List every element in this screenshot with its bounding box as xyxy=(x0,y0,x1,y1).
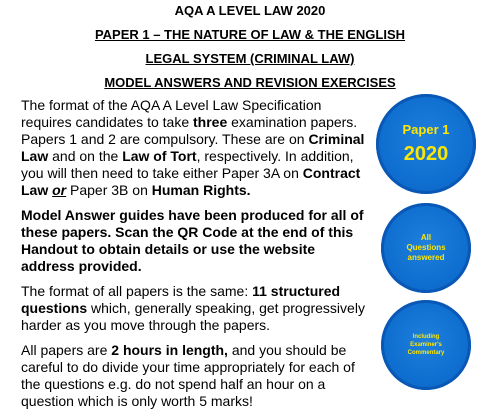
emphasis: 11 structured questions xyxy=(21,283,341,316)
emphasis: three xyxy=(193,114,228,130)
badge-line: Questions xyxy=(406,243,446,252)
emphasis: Law of Tort xyxy=(122,148,197,164)
document-title: AQA A LEVEL LAW 2020 xyxy=(174,3,326,18)
badge-line: Examiner's xyxy=(410,342,442,348)
badge-line: Including xyxy=(412,334,440,340)
text-run: and you should be careful to do divide your time appropriately for each of the questions e.g. do not spend half an hour on a question which is only worth 5 marks! xyxy=(21,342,355,409)
text-run: which, generally speaking, get progressively harder as you move through the papers. xyxy=(21,300,365,333)
document-headings xyxy=(0,4,500,100)
paragraph-timing xyxy=(21,342,367,410)
text-run: , respectively. In addition, you will then need to take either Paper 3A on xyxy=(21,148,354,181)
section-heading: MODEL ANSWERS AND REVISION EXERCISES xyxy=(104,75,396,90)
text-run: and on the xyxy=(48,148,123,164)
badge-line: Commentary xyxy=(407,350,445,356)
emphasis: 2 hours in length, xyxy=(111,342,228,358)
body-text xyxy=(21,97,367,418)
emphasis: Criminal Law xyxy=(21,131,365,164)
paragraph-model-answers: Model Answer guides have been produced for all of these papers. Scan the QR Code at the end of this Handout to obtain details or use the website address provided. xyxy=(21,207,364,274)
paper-badge-label: Paper 1 xyxy=(402,121,450,137)
text-run: examination papers. Papers 1 and 2 are compulsory. These are on xyxy=(21,114,358,147)
commentary-badge xyxy=(381,300,471,390)
paper-subheading: LEGAL SYSTEM (CRIMINAL LAW) xyxy=(145,51,355,66)
emphasis: Contract Law xyxy=(21,165,361,198)
paper-heading: PAPER 1 – THE NATURE OF LAW & THE ENGLISH xyxy=(94,27,406,42)
text-run: Paper 3B on xyxy=(66,182,152,198)
paragraph-format xyxy=(21,97,367,199)
text-run: The format of all papers is the same: xyxy=(21,283,253,299)
text-run: All papers are xyxy=(21,342,112,358)
badge-line: answered xyxy=(407,253,445,262)
emphasis: Human Rights. xyxy=(151,182,251,198)
badge-line: All xyxy=(420,233,432,242)
paper-badge xyxy=(376,94,476,194)
text-run: The format of the AQA A Level Law Specification requires candidates to take xyxy=(21,97,322,130)
paragraph-structure xyxy=(21,283,367,334)
all-questions-badge xyxy=(381,203,471,293)
paper-badge-year: 2020 xyxy=(403,142,449,165)
emphasis-or: or xyxy=(52,182,67,198)
